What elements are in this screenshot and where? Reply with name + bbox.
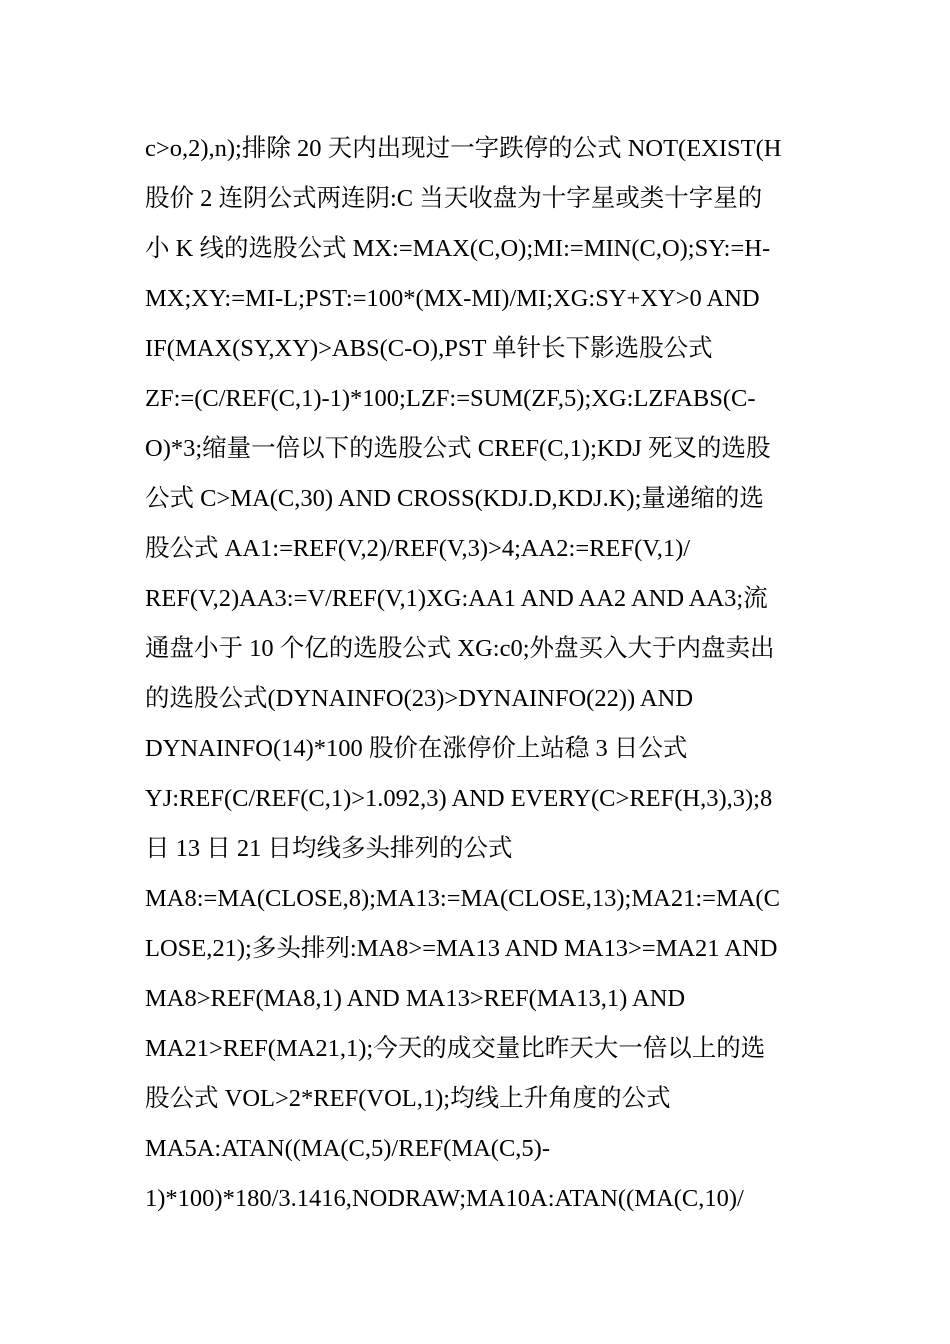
text-line: 小 K 线的选股公式 MX:=MAX(C,O);MI:=MIN(C,O);SY:=H- (145, 235, 771, 262)
text-line: O)*3;缩量一倍以下的选股公式 CREF(C,1);KDJ 死叉的选股 (145, 435, 771, 462)
text-line: c>o,2),n);排除 20 天内出现过一字跌停的公式 NOT(EXIST(H (145, 135, 782, 162)
text-line: 公式 C>MA(C,30) AND CROSS(KDJ.D,KDJ.K);量递缩的选 (145, 485, 764, 512)
text-line: 日 13 日 21 日均线多头排列的公式 (145, 835, 513, 862)
text-line: MX;XY:=MI-L;PST:=100*(MX-MI)/MI;XG:SY+XY>0 AND (145, 285, 760, 312)
text-line: LOSE,21);多头排列:MA8>=MA13 AND MA13>=MA21 AND (145, 935, 778, 962)
text-line: 股价 2 连阴公式两连阴:C 当天收盘为十字星或类十字星的 (145, 185, 763, 212)
text-line: 1)*100)*180/3.1416,NODRAW;MA10A:ATAN((MA(C,10)/ (145, 1185, 744, 1212)
text-line: MA21>REF(MA21,1);今天的成交量比昨天大一倍以上的选 (145, 1035, 766, 1062)
text-line: DYNAINFO(14)*100 股价在涨停价上站稳 3 日公式 (145, 735, 688, 762)
document-body (145, 124, 817, 1224)
text-line: 股公式 VOL>2*REF(VOL,1);均线上升角度的公式 (145, 1085, 671, 1112)
text-line: YJ:REF(C/REF(C,1)>1.092,3) AND EVERY(C>REF(H,3),3);8 (145, 785, 773, 812)
text-line: 股公式 AA1:=REF(V,2)/REF(V,3)>4;AA2:=REF(V,1)/ (145, 535, 691, 562)
text-line: MA5A:ATAN((MA(C,5)/REF(MA(C,5)- (145, 1135, 550, 1162)
text-line: ZF:=(C/REF(C,1)-1)*100;LZF:=SUM(ZF,5);XG:LZFABS(C- (145, 385, 756, 412)
text-line: MA8:=MA(CLOSE,8);MA13:=MA(CLOSE,13);MA21:=MA(C (145, 885, 780, 912)
text-line: 的选股公式(DYNAINFO(23)>DYNAINFO(22)) AND (145, 685, 694, 712)
text-line: IF(MAX(SY,XY)>ABS(C-O),PST 单针长下影选股公式 (145, 335, 713, 362)
text-line: MA8>REF(MA8,1) AND MA13>REF(MA13,1) AND (145, 985, 686, 1012)
text-line: 通盘小于 10 个亿的选股公式 XG:c0;外盘买入大于内盘卖出 (145, 635, 775, 662)
text-line: REF(V,2)AA3:=V/REF(V,1)XG:AA1 AND AA2 AND AA3;流 (145, 585, 768, 612)
